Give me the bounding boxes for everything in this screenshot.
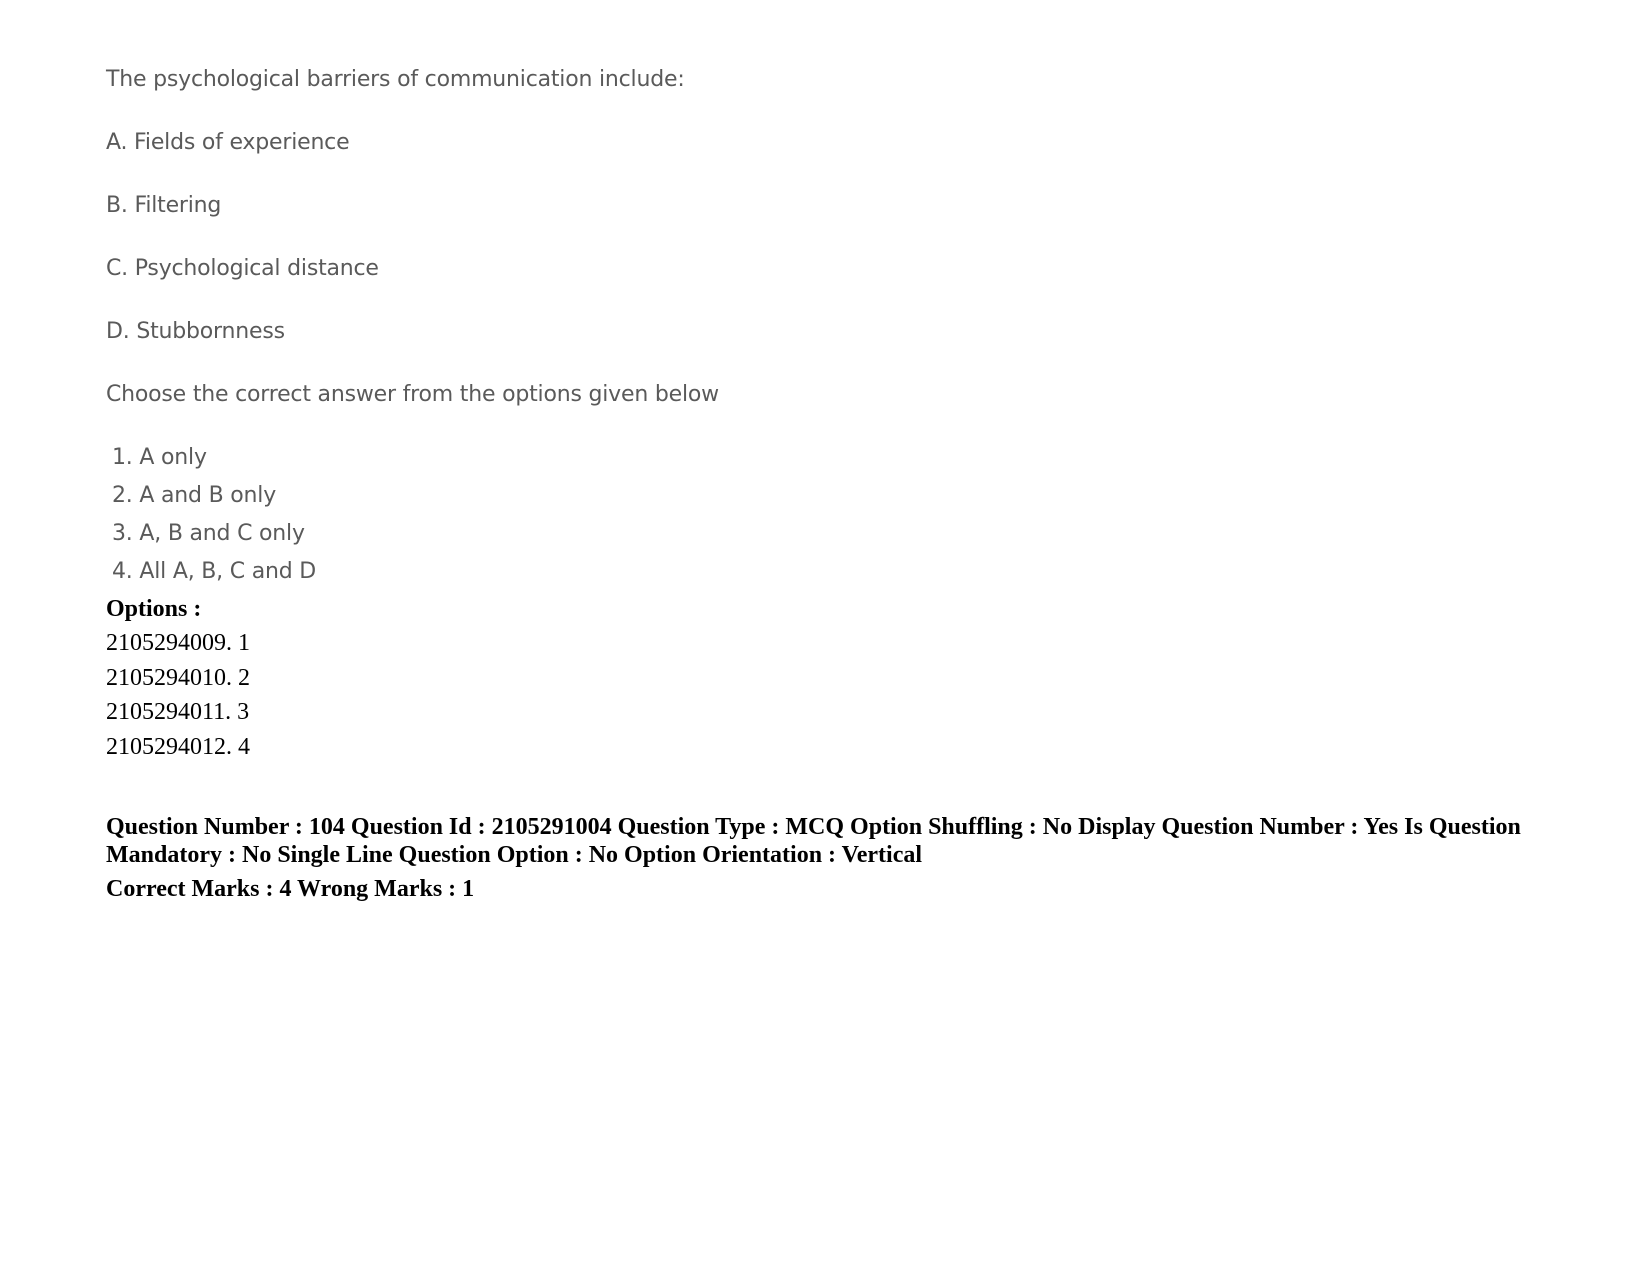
question-item-b: B. Filtering	[106, 193, 222, 218]
question-item-a: A. Fields of experience	[106, 130, 350, 155]
answer-choice: 4. All A, B, C and D	[112, 559, 317, 584]
question-item-d: D. Stubbornness	[106, 319, 285, 344]
answer-choice: 1. A only	[112, 445, 207, 470]
option-id-row: 2105294010. 2	[106, 665, 250, 691]
question-metadata: Question Number : 104 Question Id : 2105291004 Question Type : MCQ Option Shuffling : No Display Question Number : Yes Is Question Mandatory : No Single Line Question Option : No Option Orientation : Vertical	[106, 814, 1521, 868]
answer-choice-list	[112, 447, 316, 599]
option-id-row: 2105294012. 4	[106, 734, 250, 760]
answer-choice: 3. A, B and C only	[112, 521, 305, 546]
question-instruction: Choose the correct answer from the options given below	[106, 382, 719, 407]
answer-choice: 2. A and B only	[112, 483, 277, 508]
options-label: Options :	[106, 596, 202, 622]
question-item-c: C. Psychological distance	[106, 256, 379, 281]
question-stem: The psychological barriers of communication include:	[106, 67, 685, 92]
option-id-row: 2105294009. 1	[106, 630, 250, 656]
question-marks: Correct Marks : 4 Wrong Marks : 1	[106, 876, 475, 902]
option-id-row: 2105294011. 3	[106, 699, 250, 725]
